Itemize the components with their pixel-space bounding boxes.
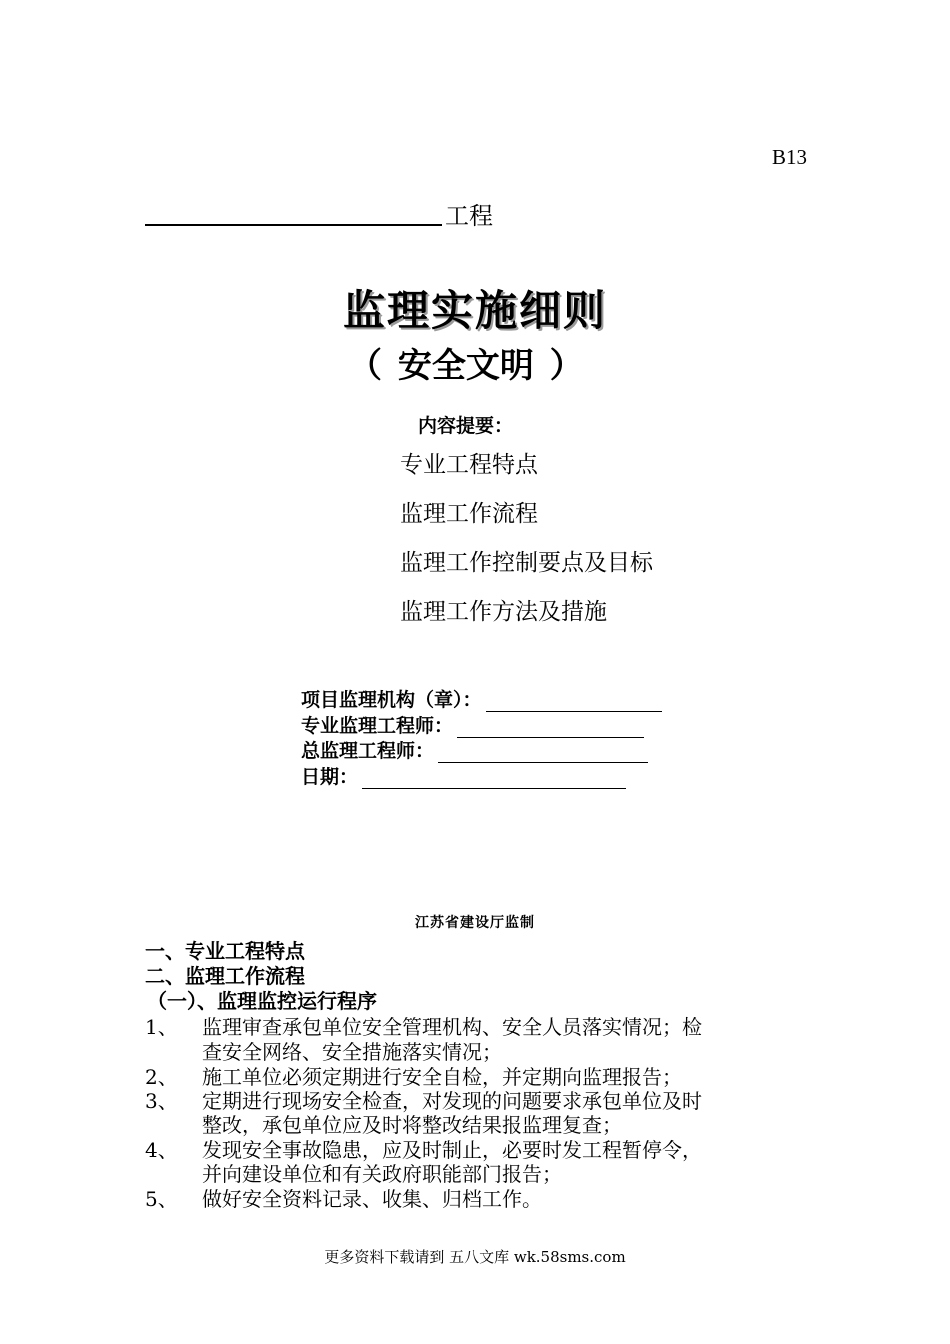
list-item-number: 3、	[145, 1089, 178, 1113]
subsection-heading: （一）、监理监控运行程序	[147, 989, 377, 1013]
summary-item: 监理工作流程	[400, 501, 538, 527]
signature-label: 总监理工程师：	[301, 740, 435, 762]
signature-blank	[486, 691, 662, 712]
list-item-text: 施工单位必须定期进行安全自检，并定期向监理报告；	[202, 1065, 682, 1089]
list-item-number: 4、	[145, 1138, 178, 1162]
list-item-text: 定期进行现场安全检查，对发现的问题要求承包单位及时	[202, 1089, 702, 1113]
list-item-text: 做好安全资料记录、收集、归档工作。	[202, 1187, 542, 1211]
document-code: B13	[772, 145, 808, 169]
document-subtitle: （ 安全文明 ）	[348, 346, 584, 386]
project-suffix: 工程	[445, 202, 493, 230]
document-title: 监理实施细则	[342, 286, 607, 335]
signature-row-date	[301, 762, 626, 789]
summary-item: 监理工作方法及措施	[400, 599, 607, 625]
section-heading-2: 二、监理工作流程	[145, 964, 305, 988]
list-item-text: 整改，承包单位应及时将整改结果报监理复查；	[202, 1113, 622, 1137]
list-item-number: 2、	[145, 1065, 178, 1089]
signature-blank	[457, 717, 644, 738]
signature-blank	[438, 742, 648, 763]
signature-row-agency	[301, 685, 662, 712]
section-heading-1: 一、专业工程特点	[145, 939, 305, 963]
project-name-blank	[145, 224, 442, 226]
signature-blank	[362, 768, 626, 789]
list-item-text: 并向建设单位和有关政府职能部门报告；	[202, 1162, 562, 1186]
issuer: 江苏省建设厅监制	[415, 915, 535, 931]
list-item-number: 1、	[145, 1015, 178, 1039]
list-item-text: 查安全网络、安全措施落实情况；	[202, 1040, 502, 1064]
list-item-number: 5、	[145, 1187, 178, 1211]
signature-row-specialist	[301, 711, 644, 738]
summary-label: 内容提要：	[418, 415, 514, 437]
signature-label: 专业监理工程师：	[301, 715, 454, 737]
summary-item: 监理工作控制要点及目标	[400, 550, 653, 576]
signature-label: 项目监理机构（章）：	[301, 689, 482, 711]
signature-label: 日期：	[301, 766, 359, 788]
list-item-text: 监理审查承包单位安全管理机构、安全人员落实情况；检	[202, 1015, 702, 1039]
signature-row-chief	[301, 736, 648, 763]
footer-link[interactable]: 更多资料下载请到 五八文库 wk.58sms.com	[324, 1248, 626, 1266]
summary-item: 专业工程特点	[400, 452, 538, 478]
list-item-text: 发现安全事故隐患，应及时制止，必要时发工程暂停令，	[202, 1138, 702, 1162]
